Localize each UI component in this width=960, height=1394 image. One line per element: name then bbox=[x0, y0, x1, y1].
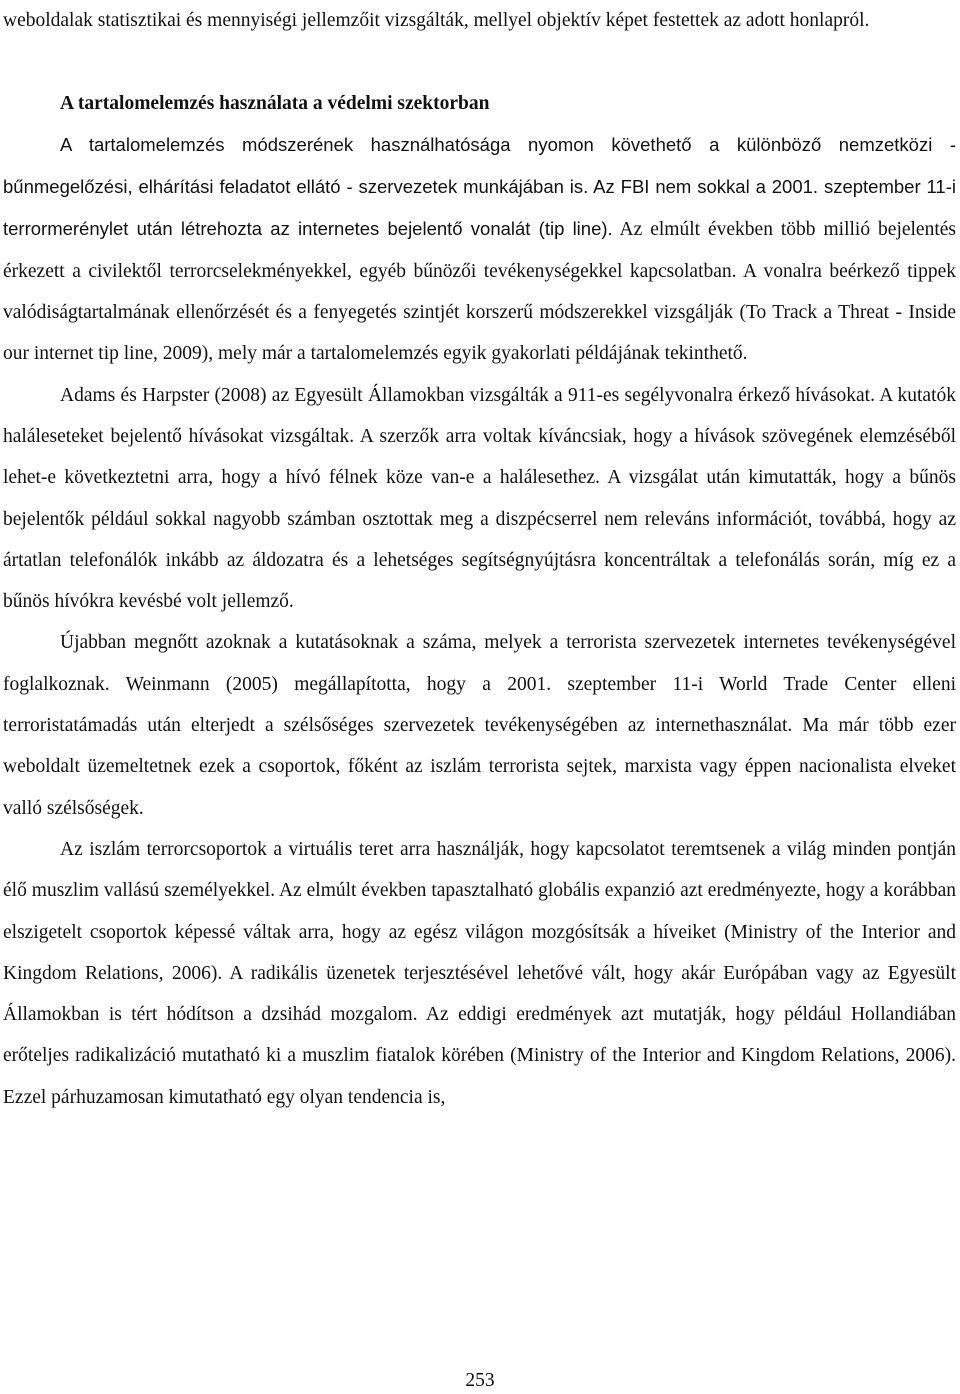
paragraph-2: Adams és Harpster (2008) az Egyesült Államokban vizsgálták a 911-es segélyvonalra érkező hívásokat. A kutatók haláleseteket bejelentő hívásokat vizsgáltak. A szerzők arra voltak kíváncsiak, hogy a hívások szövegének elemzéséből lehet-e következtetni arra, hogy a hívó félnek köze van-e a halálesethez. A vizsgálat után kimutatták, hogy a bűnös bejelentők például sokkal nagyobb számban osztottak meg a diszpécserrel nem releváns információt, továbbá, hogy az ártatlan telefonálók inkább az áldozatra és a lehetséges segítségnyújtásra koncentráltak a telefonálás során, míg ez a bűnös hívókra kevésbé volt jellemző. bbox=[3, 384, 956, 613]
section-heading: A tartalomelemzés használata a védelmi szektorban bbox=[60, 92, 490, 114]
paragraph-3: Újabban megnőtt azoknak a kutatásoknak a száma, melyek a terrorista szervezetek internetes tevékenységével foglalkoznak. Weinmann (2005) megállapította, hogy a 2001. szeptember 11-i World Trade Center elleni terroristatámadás után elterjedt a szélsőséges szervezetek tevékenységében az internethasználat. Ma már több ezer weboldalt üzemeltetnek ezek a csoportok, főként az iszlám terrorista sejtek, marxista vagy éppen nacionalista elveket valló szélsőségek. bbox=[3, 632, 956, 819]
spacer bbox=[3, 41, 956, 82]
intro-paragraph: weboldalak statisztikai és mennyiségi jellemzőit vizsgálták, mellyel objektív képet festettek az adott honlapról. bbox=[3, 10, 870, 31]
paragraph-1-text: Az elmúlt években több millió bejelentés érkezett a civilektől terrorcselekményekkel, egyéb bűnözői tevékenységekkel kapcsolatban. A vonalra beérkező tippek valódiságtartalmának ellenőrzését és a fenyegetés szintjét korszerű módszerekkel vizsgálják (To Track a Threat - Inside our internet tip line, 2009), mely már a tartalomelemzés egyik gyakorlati példájának tekinthető. bbox=[3, 219, 956, 365]
paragraph-1 bbox=[3, 124, 956, 375]
paragraph-1-sans-text: A tartalomelemzés módszerének használhatósága nyomon követhető a különböző nemzetközi - bűnmegelőzési, elhárítási feladatot ellátó - szervezetek munkájában is. Az FBI nem sokkal a 2001. szeptember 11-i terrormerénylet után létrehozta az internetes bejelentő vonalát (tip line). bbox=[3, 133, 956, 240]
paragraph-4: Az iszlám terrorcsoportok a virtuális teret arra használják, hogy kapcsolatot teremtsenek a világ minden pontján élő muszlim vallású személyekkel. Az elmúlt években tapasztalható globális expanzió azt eredményezte, hogy a korábban elszigetelt csoportok képessé váltak arra, hogy az egész világon mozgósítsák a híveiket (Ministry of the Interior and Kingdom Relations, 2006). A radikális üzenetek terjesztésével lehetővé vált, hogy akár Európában vagy az Egyesült Államokban is tért hódítson a dzsihád mozgalom. Az eddigi eredmények azt mutatják, hogy például Hollandiában erőteljes radikalizáció mutatható ki a muszlim fiatalok körében (Ministry of the Interior and Kingdom Relations, 2006). Ezzel párhuzamosan kimutatható egy olyan tendencia is, bbox=[3, 838, 956, 1108]
document-page bbox=[3, 0, 956, 1118]
page-number: 253 bbox=[465, 1370, 495, 1391]
